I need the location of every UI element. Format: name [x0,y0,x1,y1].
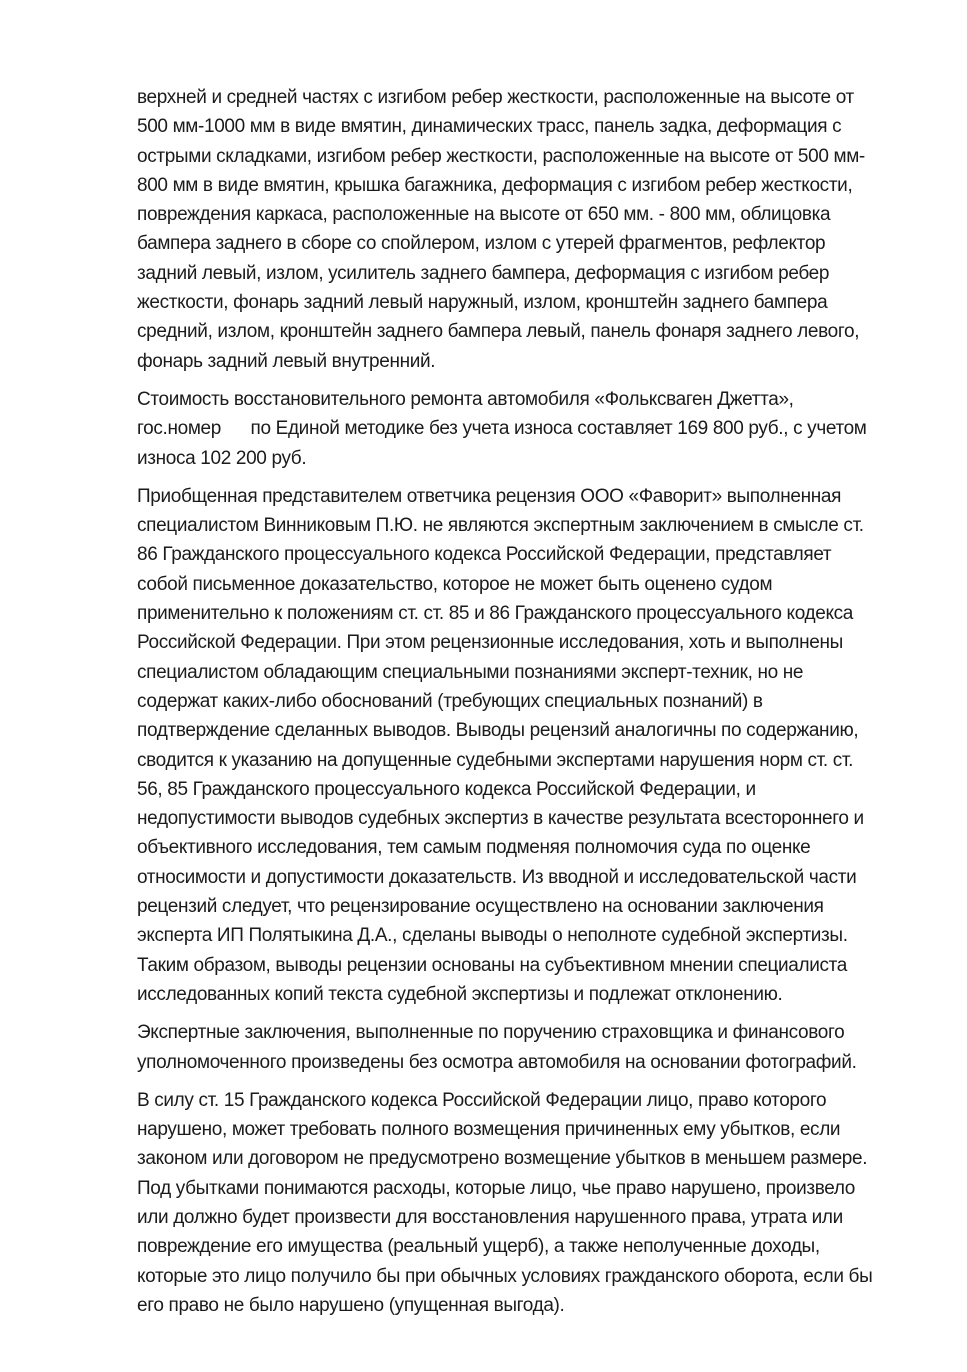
text-line: уполномоченного произведены без осмотра автомобиля на основании фотографий. [137,1051,857,1073]
text-line: объективного исследования, тем самым подменяя полномочия суда по оценке [137,837,811,859]
text-line: исследованных копий текста судебной экспертизы и подлежат отклонению. [137,983,783,1005]
text-line: задний левый, излом, усилитель заднего бампера, деформация с изгибом ребер [137,262,830,284]
text-line: повреждения каркаса, расположенные на высоте от 650 мм. - 800 мм, облицовка [137,204,831,226]
text-line: В силу ст. 15 Гражданского кодекса Российской Федерации лицо, право которого [137,1089,827,1111]
text-line: 500 мм-1000 мм в виде вмятин, динамических трасс, панель задка, деформация с [137,116,842,138]
text-line: фонарь задний левый внутренний. [137,350,436,372]
text-line: нарушено, может требовать полного возмещения причиненных ему убытков, если [137,1119,841,1141]
paragraph [137,1018,891,1077]
text-line: законом или договором не предусмотрено возмещение убытков в меньшем размере. [137,1148,868,1170]
text-line: верхней и средней частях с изгибом ребер жесткости, расположенные на высоте от [137,87,854,108]
text-line: 800 мм в виде вмятин, крышка багажника, деформация с изгибом ребер жесткости, [137,174,853,196]
text-line: сводится к указанию на допущенные судебными экспертами нарушения норм ст. ст. [137,749,854,771]
text-line: относимости и допустимости доказательств. Из вводной и исследовательской части [137,866,857,888]
text-line: Экспертные заключения, выполненные по поручению страховщика и финансового [137,1022,845,1044]
text-line: Стоимость восстановительного ремонта автомобиля «Фольксваген Джетта», [137,388,794,410]
text-line: Под убытками понимаются расходы, которые лицо, чье право нарушено, произвело [137,1177,855,1199]
document-body [137,83,891,1320]
text-line: которые это лицо получило бы при обычных условиях гражданского оборота, если бы [137,1265,873,1287]
text-line: применительно к положениям ст. ст. 85 и 86 Гражданского процессуального кодекса [137,603,854,625]
text-line: Российской Федерации. При этом рецензионные исследования, хоть и выполнены [137,632,843,654]
text-line: бампера заднего в сборе со спойлером, излом с утерей фрагментов, рефлектор [137,233,826,255]
text-line: его право не было нарушено (упущенная выгода). [137,1294,565,1316]
text-line: подтверждение сделанных выводов. Выводы рецензий аналогичны по содержанию, [137,720,859,742]
text-line: острыми складками, изгибом ребер жесткости, расположенные на высоте от 500 мм- [137,145,865,167]
paragraph [137,83,891,376]
text-line: гос.номер по Единой методике без учета износа составляет 169 800 руб., с учетом [137,418,867,440]
text-line: недопустимости выводов судебных экспертиз в качестве результата всестороннего и [137,808,864,830]
text-line: жесткости, фонарь задний левый наружный, излом, кронштейн заднего бампера [137,292,828,314]
text-line: специалистом Винниковым П.Ю. не являются экспертным заключением в смысле ст. [137,515,864,537]
text-line: собой письменное доказательство, которое не может быть оценено судом [137,573,773,595]
text-line: 56, 85 Гражданского процессуального кодекса Российской Федерации, и [137,778,756,800]
paragraph [137,385,891,473]
paragraph [137,1086,891,1320]
text-line: износа 102 200 руб. [137,447,307,469]
paragraph [137,482,891,1009]
text-line: средний, излом, кронштейн заднего бампера левый, панель фонаря заднего левого, [137,321,860,343]
text-line: Таким образом, выводы рецензии основаны на субъективном мнении специалиста [137,954,847,976]
text-line: Приобщенная представителем ответчика рецензия ООО «Фаворит» выполненная [137,485,842,507]
text-line: содержат каких-либо обоснований (требующих специальных познаний) в [137,690,763,712]
text-line: эксперта ИП Полятыкина Д.А., сделаны выводы о неполноте судебной экспертизы. [137,925,848,947]
text-line: или должно будет произвести для восстановления нарушенного права, утрата или [137,1206,843,1228]
text-line: специалистом обладающим специальными познаниями эксперт-техник, но не [137,661,804,683]
text-line: повреждение его имущества (реальный ущерб), а также неполученные доходы, [137,1236,820,1258]
text-line: 86 Гражданского процессуального кодекса Российской Федерации, представляет [137,544,832,566]
text-line: рецензий следует, что рецензирование осуществлено на основании заключения [137,896,824,918]
